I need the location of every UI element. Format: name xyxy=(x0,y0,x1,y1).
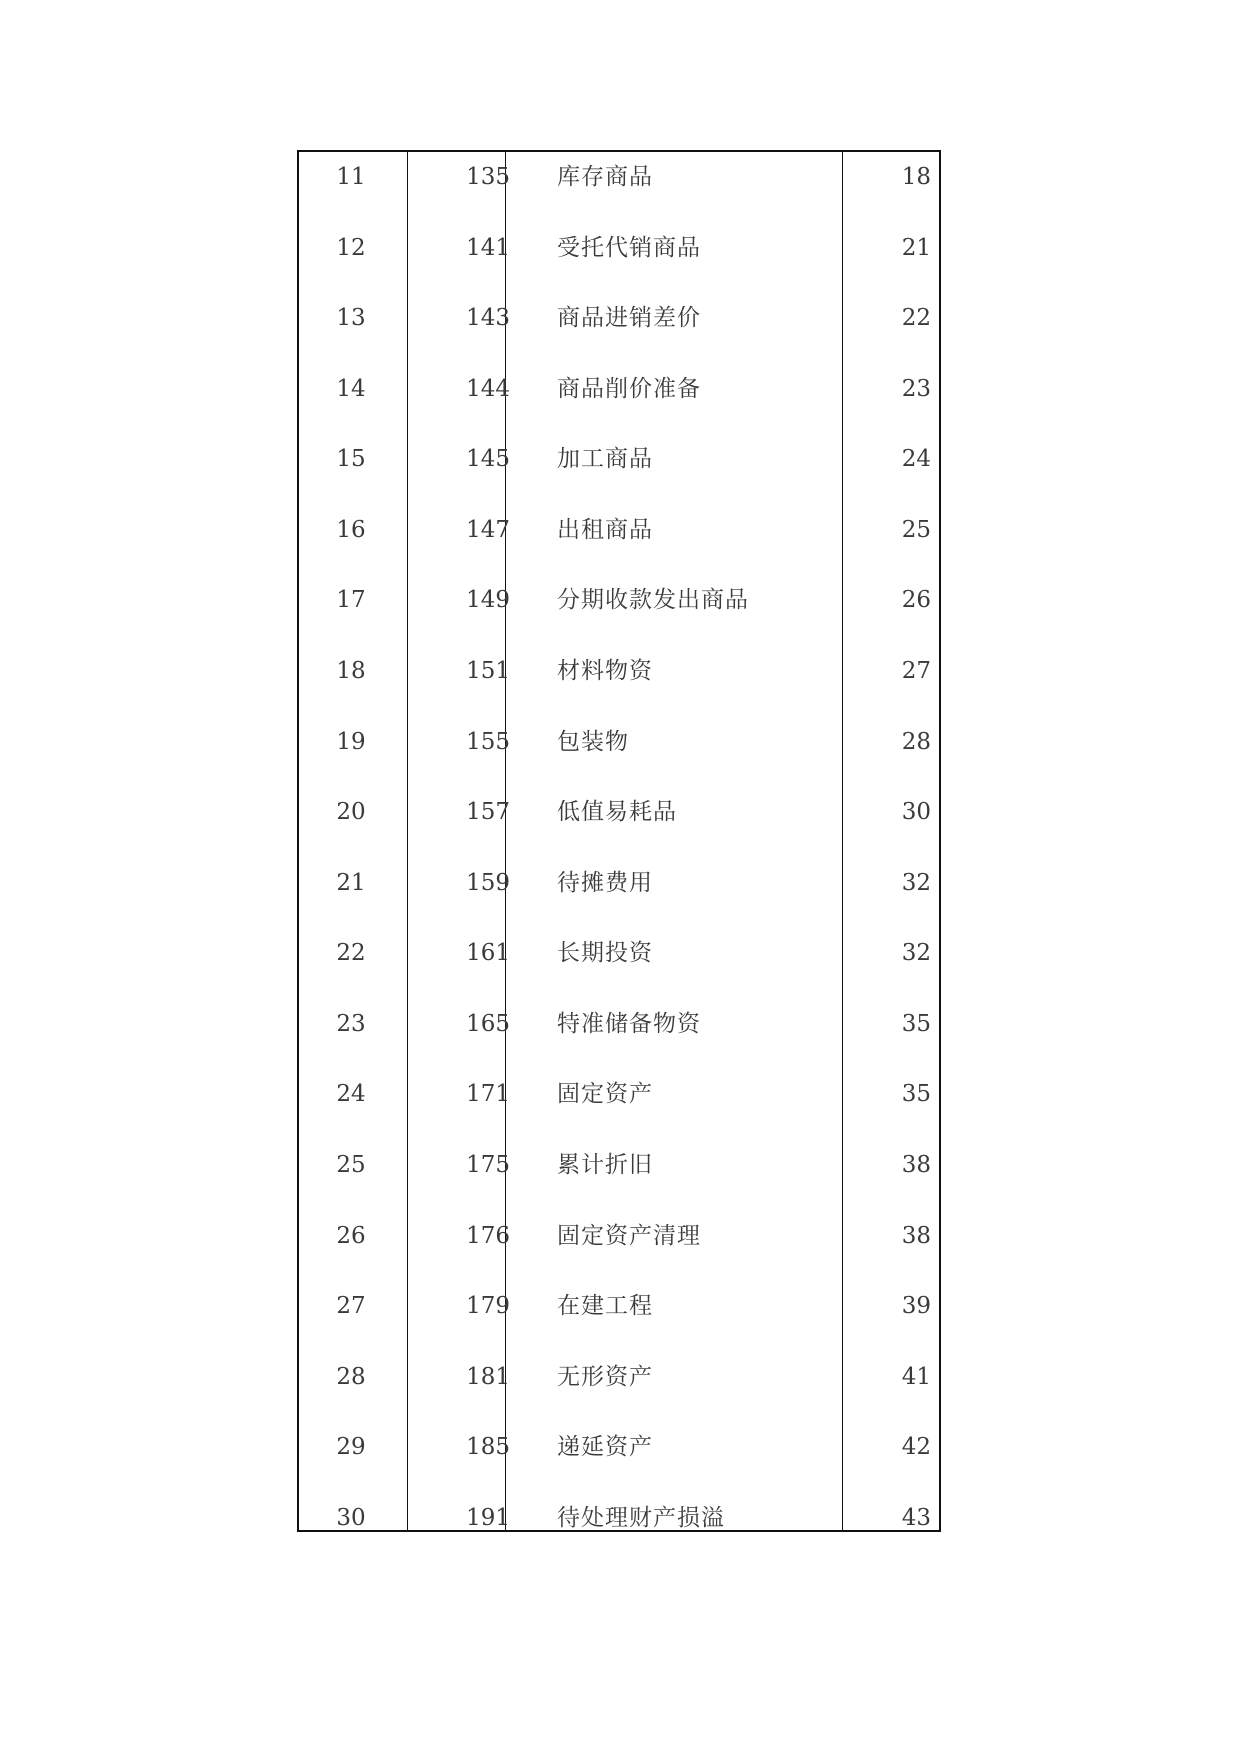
account-code: 171 xyxy=(466,1081,510,1107)
table-row xyxy=(299,580,939,620)
row-number: 19 xyxy=(336,729,366,755)
page-number: 18 xyxy=(901,164,931,190)
account-code: 175 xyxy=(466,1152,510,1178)
account-name: 固定资产 xyxy=(557,1081,653,1107)
table-row xyxy=(299,1286,939,1326)
page-number: 25 xyxy=(901,517,931,543)
account-name: 长期投资 xyxy=(557,940,653,966)
account-code: 191 xyxy=(466,1505,510,1531)
page-number: 38 xyxy=(901,1152,931,1178)
table-row xyxy=(299,792,939,832)
page-number: 32 xyxy=(901,940,931,966)
page-number: 22 xyxy=(901,305,931,331)
row-number: 25 xyxy=(336,1152,366,1178)
row-number: 26 xyxy=(336,1223,366,1249)
account-code: 181 xyxy=(466,1364,510,1390)
account-code: 155 xyxy=(466,729,510,755)
page-number: 35 xyxy=(901,1081,931,1107)
account-name: 材料物资 xyxy=(557,658,653,684)
row-number: 18 xyxy=(336,658,366,684)
row-number: 16 xyxy=(336,517,366,543)
row-number: 12 xyxy=(336,235,366,261)
account-name: 在建工程 xyxy=(557,1293,653,1319)
page-number: 32 xyxy=(901,870,931,896)
table-row xyxy=(299,1004,939,1044)
account-name: 商品进销差价 xyxy=(557,305,701,331)
page-number: 39 xyxy=(901,1293,931,1319)
row-number: 17 xyxy=(336,587,366,613)
account-name: 特准储备物资 xyxy=(557,1011,701,1037)
row-number: 24 xyxy=(336,1081,366,1107)
row-number: 15 xyxy=(336,446,366,472)
table-row xyxy=(299,510,939,550)
page-number: 27 xyxy=(901,658,931,684)
account-code: 149 xyxy=(466,587,510,613)
page-number: 41 xyxy=(901,1364,931,1390)
account-code: 161 xyxy=(466,940,510,966)
page-number: 21 xyxy=(901,235,931,261)
account-code: 159 xyxy=(466,870,510,896)
account-name: 待摊费用 xyxy=(557,870,653,896)
row-number: 20 xyxy=(336,799,366,825)
row-number: 29 xyxy=(336,1434,366,1460)
row-number: 28 xyxy=(336,1364,366,1390)
account-name: 库存商品 xyxy=(557,164,653,190)
account-name: 无形资产 xyxy=(557,1364,653,1390)
row-number: 21 xyxy=(336,870,366,896)
row-number: 14 xyxy=(336,376,366,402)
row-number: 13 xyxy=(336,305,366,331)
row-number: 23 xyxy=(336,1011,366,1037)
account-name: 加工商品 xyxy=(557,446,653,472)
page-number: 42 xyxy=(901,1434,931,1460)
table-row xyxy=(299,439,939,479)
table-row xyxy=(299,1216,939,1256)
account-code: 185 xyxy=(466,1434,510,1460)
row-number: 30 xyxy=(336,1505,366,1531)
page-number: 38 xyxy=(901,1223,931,1249)
account-name: 受托代销商品 xyxy=(557,235,701,261)
account-code: 144 xyxy=(466,376,510,402)
table-row xyxy=(299,863,939,903)
account-name: 出租商品 xyxy=(557,517,653,543)
account-name: 商品削价准备 xyxy=(557,376,701,402)
account-name: 递延资产 xyxy=(557,1434,653,1460)
page-number: 23 xyxy=(901,376,931,402)
table-row xyxy=(299,1145,939,1185)
table-row xyxy=(299,933,939,973)
account-name: 待处理财产损溢 xyxy=(557,1505,725,1531)
page-number: 30 xyxy=(901,799,931,825)
table-row xyxy=(299,651,939,691)
table-row xyxy=(299,722,939,762)
accounts-table xyxy=(297,150,941,1532)
row-number: 27 xyxy=(336,1293,366,1319)
table-row xyxy=(299,1498,939,1538)
account-code: 143 xyxy=(466,305,510,331)
table-row xyxy=(299,228,939,268)
table-row xyxy=(299,157,939,197)
page-number: 26 xyxy=(901,587,931,613)
account-name: 固定资产清理 xyxy=(557,1223,701,1249)
page-number: 24 xyxy=(901,446,931,472)
account-code: 157 xyxy=(466,799,510,825)
table-row xyxy=(299,1074,939,1114)
account-code: 151 xyxy=(466,658,510,684)
row-number: 22 xyxy=(336,940,366,966)
account-name: 包装物 xyxy=(557,729,629,755)
account-code: 179 xyxy=(466,1293,510,1319)
table-row xyxy=(299,298,939,338)
account-name: 低值易耗品 xyxy=(557,799,677,825)
account-code: 145 xyxy=(466,446,510,472)
account-name: 累计折旧 xyxy=(557,1152,653,1178)
account-code: 141 xyxy=(466,235,510,261)
page-number: 43 xyxy=(901,1505,931,1531)
row-number: 11 xyxy=(336,164,366,190)
account-code: 176 xyxy=(466,1223,510,1249)
table-row xyxy=(299,369,939,409)
account-code: 165 xyxy=(466,1011,510,1037)
page-number: 35 xyxy=(901,1011,931,1037)
account-name: 分期收款发出商品 xyxy=(557,587,749,613)
page-number: 28 xyxy=(901,729,931,755)
account-code: 135 xyxy=(466,164,510,190)
table-row xyxy=(299,1357,939,1397)
table-row xyxy=(299,1427,939,1467)
account-code: 147 xyxy=(466,517,510,543)
